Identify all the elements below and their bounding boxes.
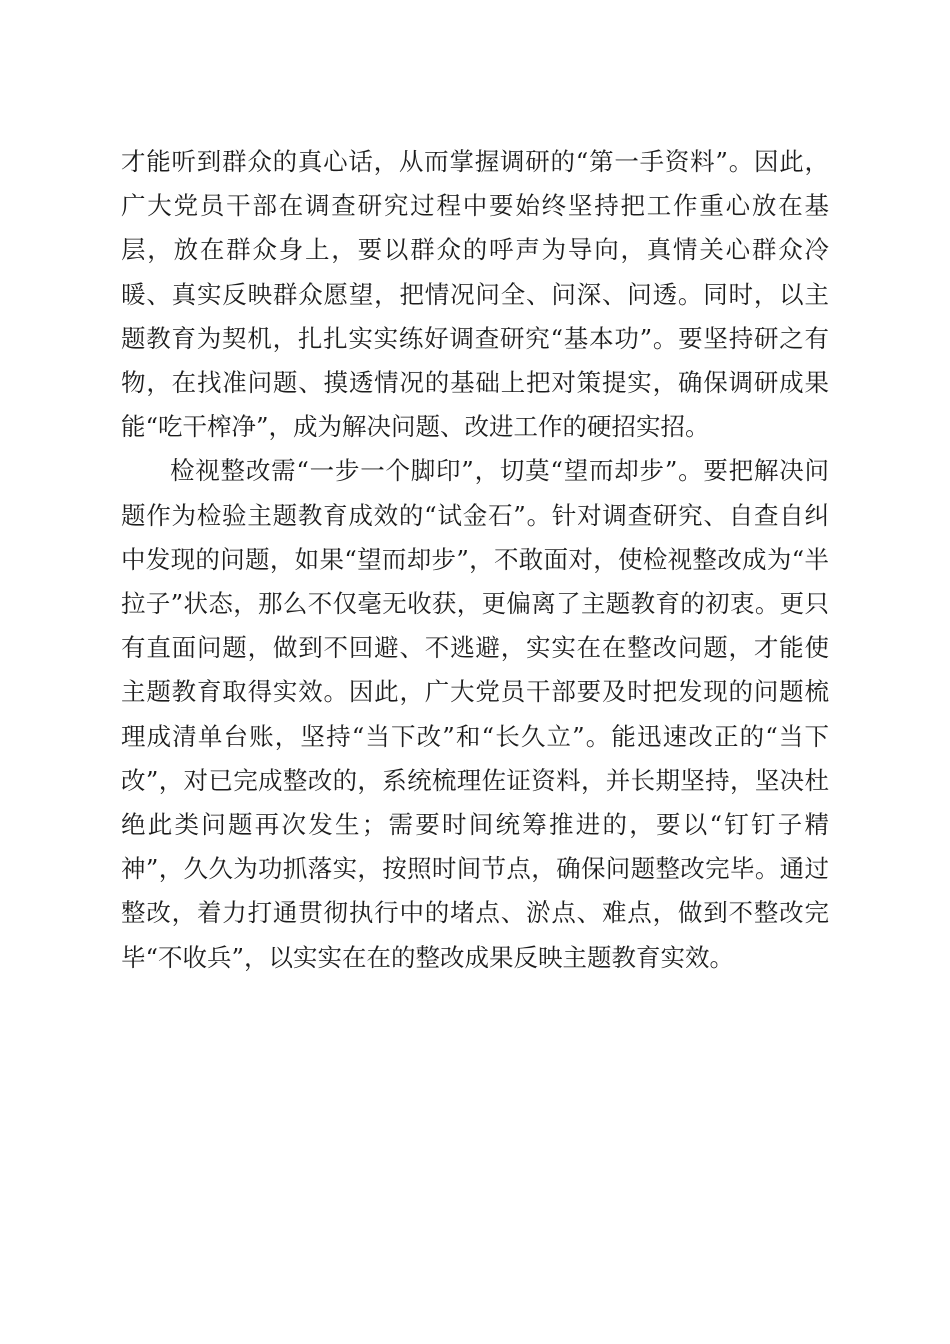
document-body: [121, 140, 829, 980]
paragraph-continuation: 才能听到群众的真心话，从而掌握调研的“第一手资料”。因此，广大党员干部在调查研究过程中要始终坚持把工作重心放在基层，放在群众身上，要以群众的呼声为导向，真情关心群众冷暖、真实反映群众愿望，把情况问全、问深、问透。同时，以主题教育为契机，扎扎实实练好调查研究“基本功”。要坚持研之有物，在找准问题、摸透情况的基础上把对策提实，确保调研成果能“吃干榨净”，成为解决问题、改进工作的硬招实招。: [121, 147, 829, 442]
paragraph-rectification: 检视整改需“一步一个脚印”，切莫“望而却步”。要把解决问题作为检验主题教育成效的“试金石”。针对调查研究、自查自纠中发现的问题，如果“望而却步”，不敢面对，使检视整改成为“半拉子”状态，那么不仅毫无收获，更偏离了主题教育的初衷。更只有直面问题，做到不回避、不逃避，实实在在整改问题，才能使主题教育取得实效。因此，广大党员干部要及时把发现的问题梳理成清单台账，坚持“当下改”和“长久立”。能迅速改正的“当下改”，对已完成整改的，系统梳理佐证资料，并长期坚持，坚决杜绝此类问题再次发生；需要时间统筹推进的，要以“钉钉子精神”，久久为功抓落实，按照时间节点，确保问题整改完毕。通过整改，着力打通贯彻执行中的堵点、淤点、难点，做到不整改完毕“不收兵”，以实实在在的整改成果反映主题教育实效。: [121, 456, 829, 972]
